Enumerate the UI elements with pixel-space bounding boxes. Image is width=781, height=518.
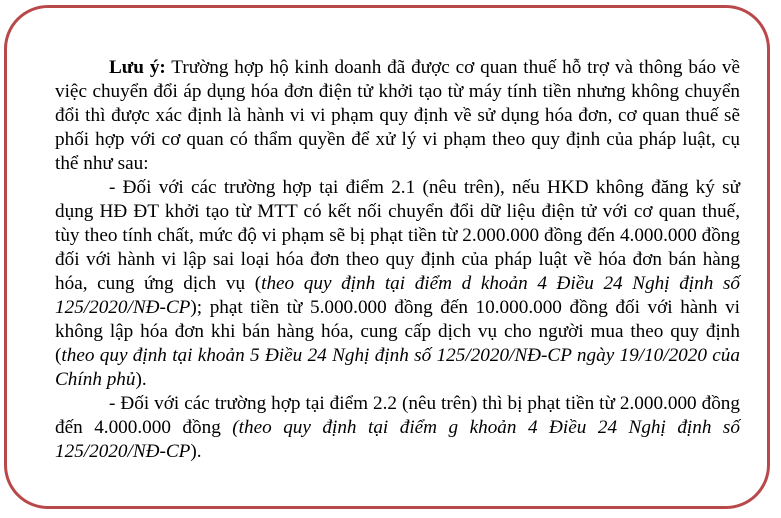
item1-text-b: ); phạt tiền từ 5.000.000 đồng đến 10.000.000 đồng đối với hành vi không lập hóa đơn khi bán hàng hóa, cung cấp dịch vụ cho người mua theo quy định ( <box>55 297 740 366</box>
item2-text-a: - Đối với các trường hợp tại điểm 2.2 (nêu trên) thì bị phạt tiền từ 2.000.000 đồng đến 4.000.000 đồng <box>55 393 740 438</box>
item1-text-a: - Đối với các trường hợp tại điểm 2.1 (nêu trên), nếu HKD không đăng ký sử dụng HĐ ĐT khởi tạo từ MTT có kết nối chuyển đổi dữ liệu điện tử với cơ quan thuế, tùy theo tính chất, mức độ vi phạm sẽ bị phạt tiền từ 2.000.000 đồng đến 4.000.000 đồng đối với hành vi lập sai loại hóa đơn theo quy định của pháp luật về hóa đơn bán hàng hóa, cung ứng dịch vụ ( <box>55 177 740 294</box>
item2-text-b: ). <box>190 441 202 462</box>
note-content <box>55 56 740 464</box>
item1-legal-reference-b: theo quy định tại khoản 5 Điều 24 Nghị định số 125/2020/NĐ-CP ngày 19/10/2020 của Chính phủ <box>55 345 740 390</box>
item-paragraph-2-2 <box>55 392 740 464</box>
item2-legal-reference: (theo quy định tại điểm g khoản 4 Điều 24 Nghị định số 125/2020/NĐ-CP <box>55 417 740 462</box>
item-paragraph-2-1 <box>55 176 740 392</box>
note-box <box>4 5 770 509</box>
note-heading: Lưu ý: <box>109 57 166 78</box>
intro-paragraph <box>55 56 740 176</box>
intro-text: Trường hợp hộ kinh doanh đã được cơ quan thuế hỗ trợ và thông báo về việc chuyển đổi áp dụng hóa đơn điện tử khởi tạo từ máy tính tiền nhưng không chuyển đổi thì được xác định là hành vi vi phạm quy định về sử dụng hóa đơn, cơ quan thuế sẽ phối hợp với cơ quan có thẩm quyền để xử lý vi phạm theo quy định của pháp luật, cụ thể như sau: <box>55 57 741 174</box>
item1-text-c: ). <box>135 369 147 390</box>
item1-legal-reference-a: theo quy định tại điểm d khoản 4 Điều 24 Nghị định số 125/2020/NĐ-CP <box>55 273 741 318</box>
